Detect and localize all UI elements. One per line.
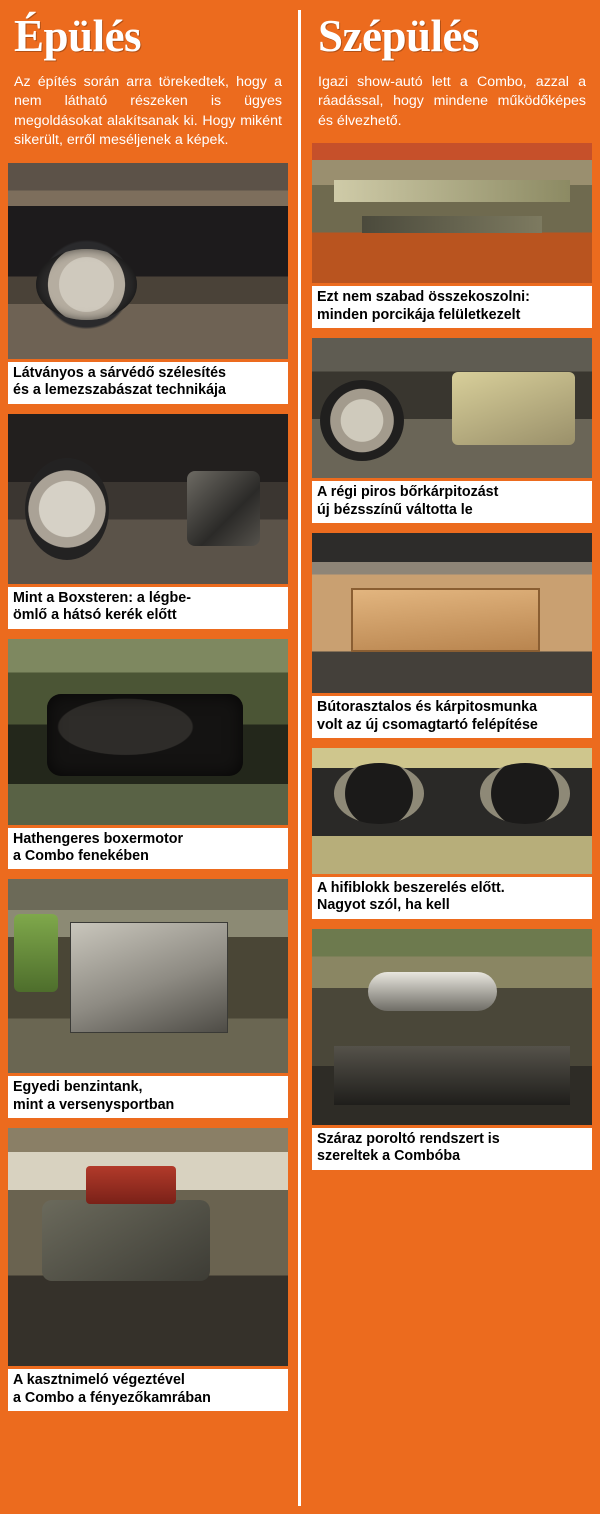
photo-body-in-paint-booth xyxy=(8,1128,288,1366)
caption-custom-trunk-build xyxy=(312,696,592,738)
figure-body-in-paint-booth xyxy=(8,1128,288,1411)
caption-line: a Combo a fényezőkamrában xyxy=(13,1389,211,1406)
caption-line: A kasztnimeló végeztével xyxy=(13,1372,185,1389)
photo-custom-trunk-build xyxy=(312,533,592,693)
left-column xyxy=(8,10,300,1506)
photo-boxer-engine xyxy=(8,639,288,825)
photo-beige-leather-interior xyxy=(312,338,592,478)
caption-line: volt az új csomagtartó felépítése xyxy=(317,716,538,733)
caption-body-in-paint-booth xyxy=(8,1369,288,1411)
caption-line: Nagyot szól, ha kell xyxy=(317,897,450,914)
caption-underbody-on-lift xyxy=(312,286,592,328)
left-headline: Épülés xyxy=(14,11,142,61)
figure-boxer-engine xyxy=(8,639,288,870)
right-column-filler xyxy=(312,1180,592,1506)
caption-line: mint a versenysportban xyxy=(13,1096,175,1113)
right-headline: Szépülés xyxy=(318,11,480,61)
caption-line: Egyedi benzintank, xyxy=(13,1079,143,1096)
figure-dry-fire-extinguisher-system xyxy=(312,929,592,1170)
caption-line: a Combo fenekében xyxy=(13,848,149,864)
photo-hifi-block-amplifiers xyxy=(312,748,592,874)
caption-line: új bézsszínű váltotta le xyxy=(317,501,473,518)
caption-hifi-block-amplifiers xyxy=(312,877,592,919)
caption-line: Mint a Boxsteren: a légbe- xyxy=(13,589,191,606)
caption-beige-leather-interior xyxy=(312,481,592,523)
caption-boxer-engine xyxy=(8,828,288,870)
caption-custom-fuel-tank xyxy=(8,1076,288,1118)
caption-rear-wheel-air-intake xyxy=(8,587,288,629)
caption-line: Hathengeres boxermotor xyxy=(13,830,184,847)
figure-underbody-on-lift xyxy=(312,143,592,328)
photo-dry-fire-extinguisher-system xyxy=(312,929,592,1125)
figure-fender-widening xyxy=(8,163,288,404)
photo-underbody-on-lift xyxy=(312,143,592,283)
figure-rear-wheel-air-intake xyxy=(8,414,288,629)
caption-line: A régi piros bőrkárpitozást xyxy=(317,484,499,501)
figure-hifi-block-amplifiers xyxy=(312,748,592,919)
caption-fender-widening xyxy=(8,362,288,404)
right-lead-paragraph: Igazi show-autó lett a Combo, azzal a ráadással, hogy mindene működőképes és élvezhető. xyxy=(318,74,586,129)
caption-line: A hifiblokk beszerelés előtt. xyxy=(317,879,505,896)
caption-line: Látványos a sárvédő szélesítés xyxy=(13,364,226,381)
right-column xyxy=(300,10,592,1506)
left-lead-paragraph: Az építés során arra törekedtek, hogy a nem látható részeken is ügyes megoldásokat alakítsanak ki. Hogy miként sikerült, erről meséljenek a képek. xyxy=(14,74,282,149)
photo-custom-fuel-tank xyxy=(8,879,288,1073)
caption-line: ömlő a hátsó kerék előtt xyxy=(13,607,177,624)
photo-fender-widening xyxy=(8,163,288,359)
caption-dry-fire-extinguisher-system xyxy=(312,1128,592,1170)
caption-line: Száraz poroltó rendszert is xyxy=(317,1130,500,1147)
figure-custom-trunk-build xyxy=(312,533,592,738)
caption-line: minden porcikája felületkezelt xyxy=(317,306,521,323)
photo-rear-wheel-air-intake xyxy=(8,414,288,584)
caption-line: Ezt nem szabad összekoszolni: xyxy=(317,289,530,306)
figure-beige-leather-interior xyxy=(312,338,592,523)
caption-line: Bútorasztalos és kárpitosmunka xyxy=(317,699,538,716)
caption-line: és a lemezszabászat technikája xyxy=(13,382,226,399)
figure-custom-fuel-tank xyxy=(8,879,288,1118)
caption-line: szereltek a Combóba xyxy=(317,1148,461,1165)
